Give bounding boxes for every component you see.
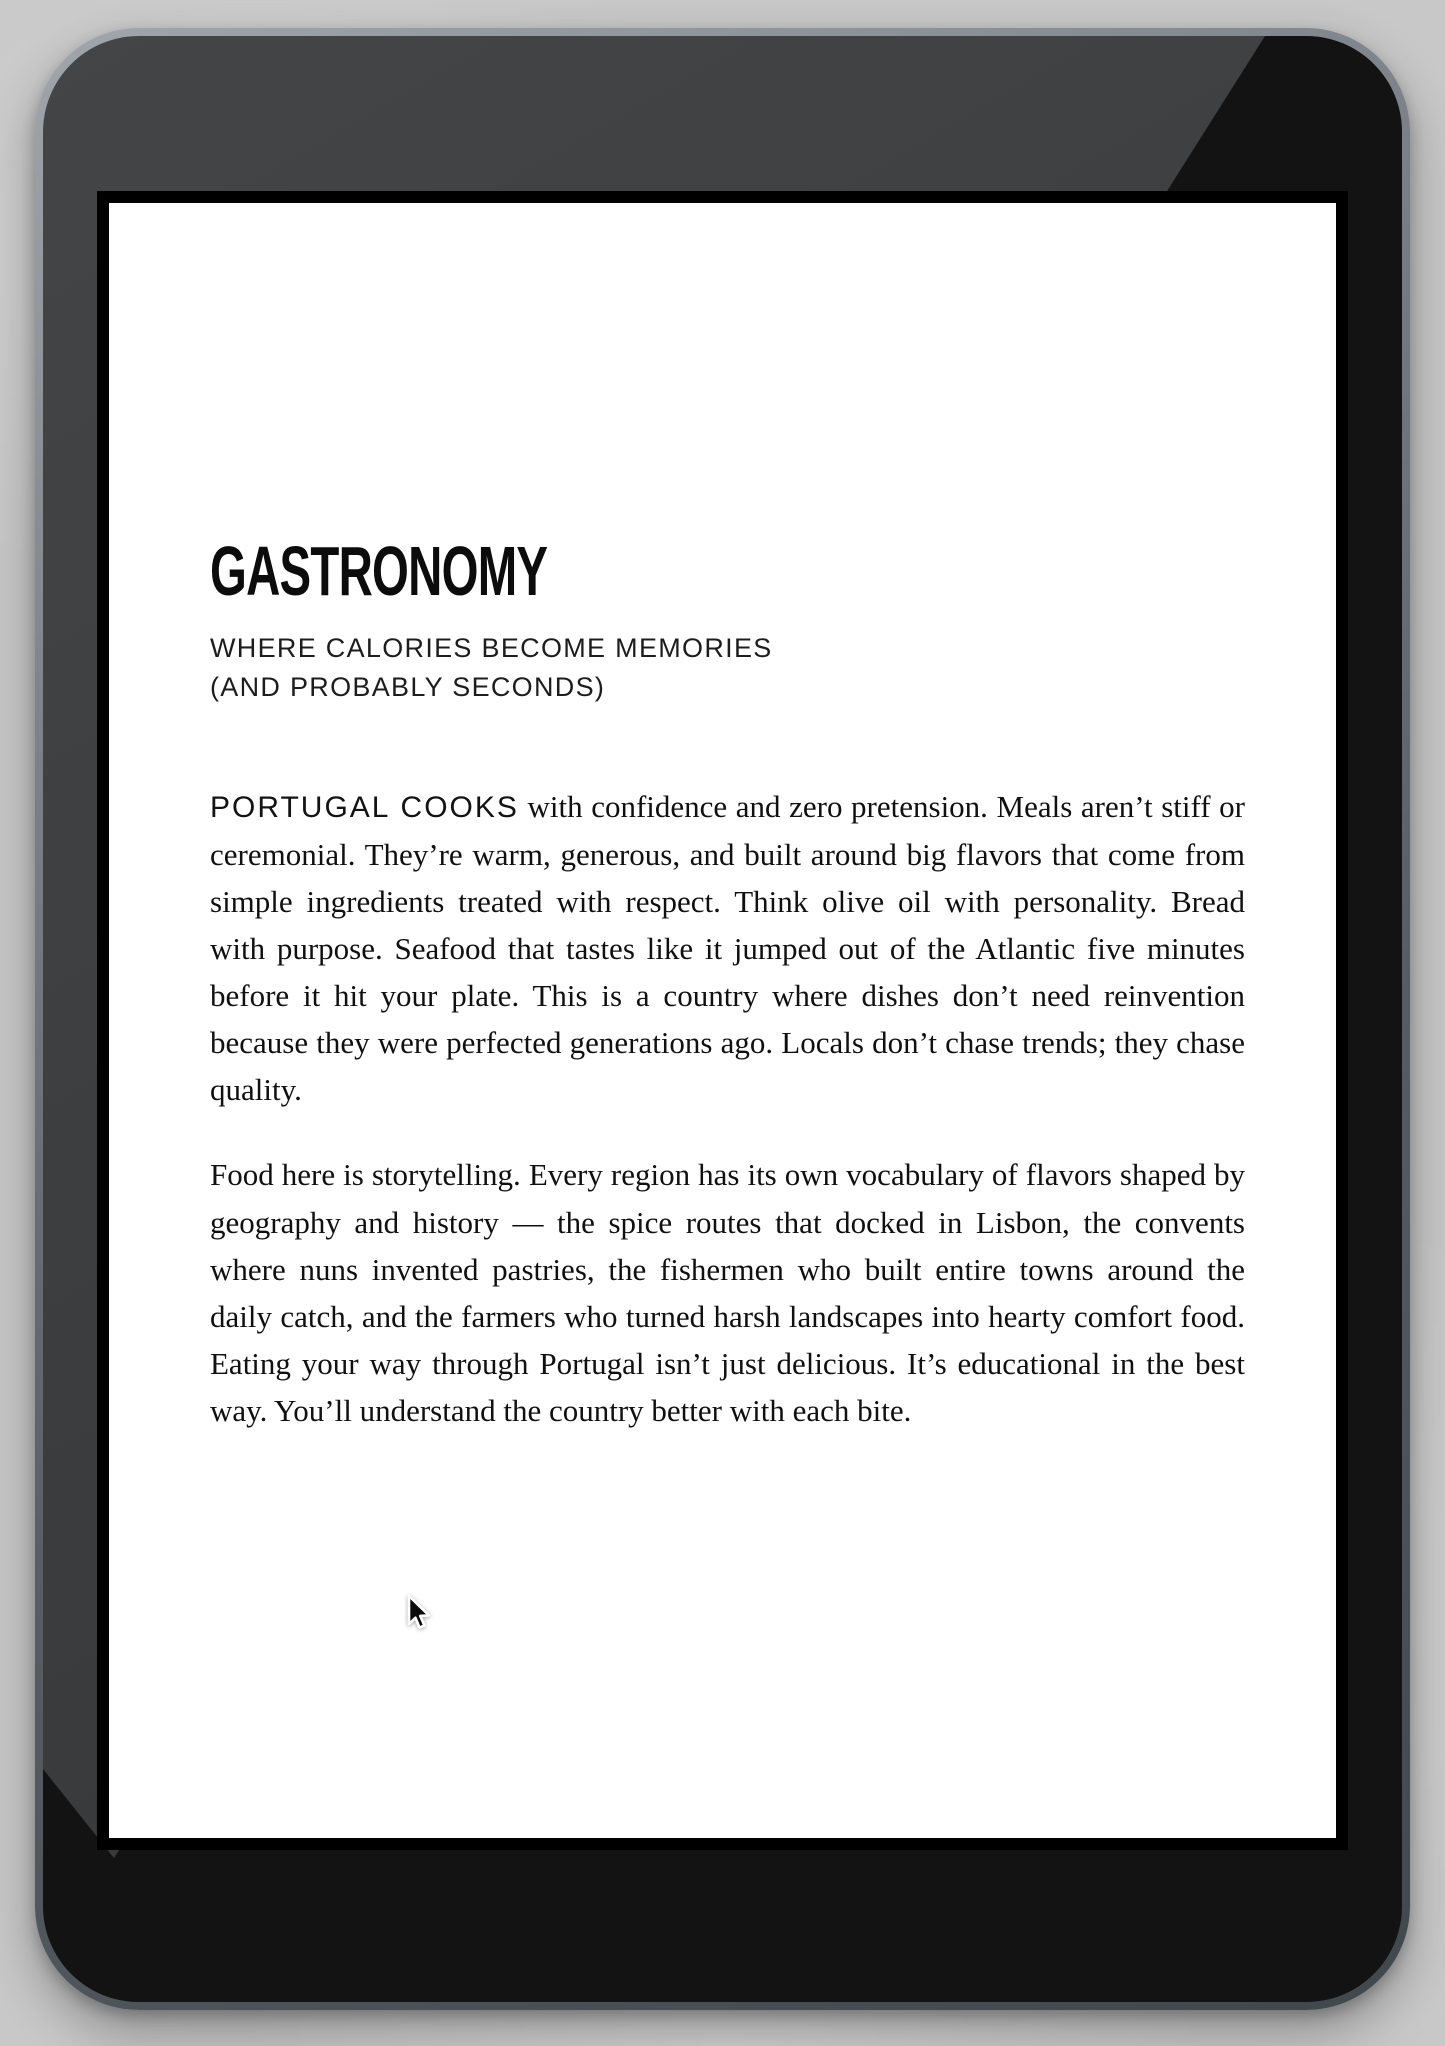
page-content [109, 203, 1336, 1838]
chapter-body [210, 783, 1245, 1434]
paragraph-text: with confidence and zero pretension. Meals aren’t stiff or ceremonial. They’re warm, generous, and built around big flavors that come from simple ingredients treated with respect. Think olive oil with personality. Bread with purpose. Seafood that tastes like it jumped out of the Atlantic five minutes before it hit your plate. This is a country where dishes don’t need reinvention because they were perfected generations ago. Locals don’t chase trends; they chase quality. [210, 789, 1245, 1107]
chapter-title: GASTRONOMY [210, 532, 548, 611]
chapter-subtitle-line2: (AND PROBABLY SECONDS) [210, 672, 606, 702]
chapter-subtitle-line1: WHERE CALORIES BECOME MEMORIES [210, 633, 773, 663]
ebook-page[interactable] [109, 203, 1336, 1838]
paragraph-text: Food here is storytelling. Every region has its own vocabulary of flavors shaped by geography and history — the spice routes that docked in Lisbon, the convents where nuns invented pastries, the fishermen who built entire towns around the daily catch, and the farmers who turned harsh landscapes into hearty comfort food. Eating your way through Portugal isn’t just delicious. It’s educational in the best way. You’ll understand the country better with each bite. [210, 1157, 1245, 1428]
paragraph-lead-in: PORTUGAL COOKS [210, 791, 519, 824]
tablet-device [35, 28, 1410, 2010]
mouse-cursor-icon [405, 1594, 435, 1636]
tablet-bezel [43, 36, 1402, 2002]
body-paragraph [210, 1151, 1245, 1434]
tablet-screen[interactable] [97, 191, 1348, 1850]
body-paragraph [210, 783, 1245, 1113]
chapter-subtitle [210, 629, 1245, 707]
